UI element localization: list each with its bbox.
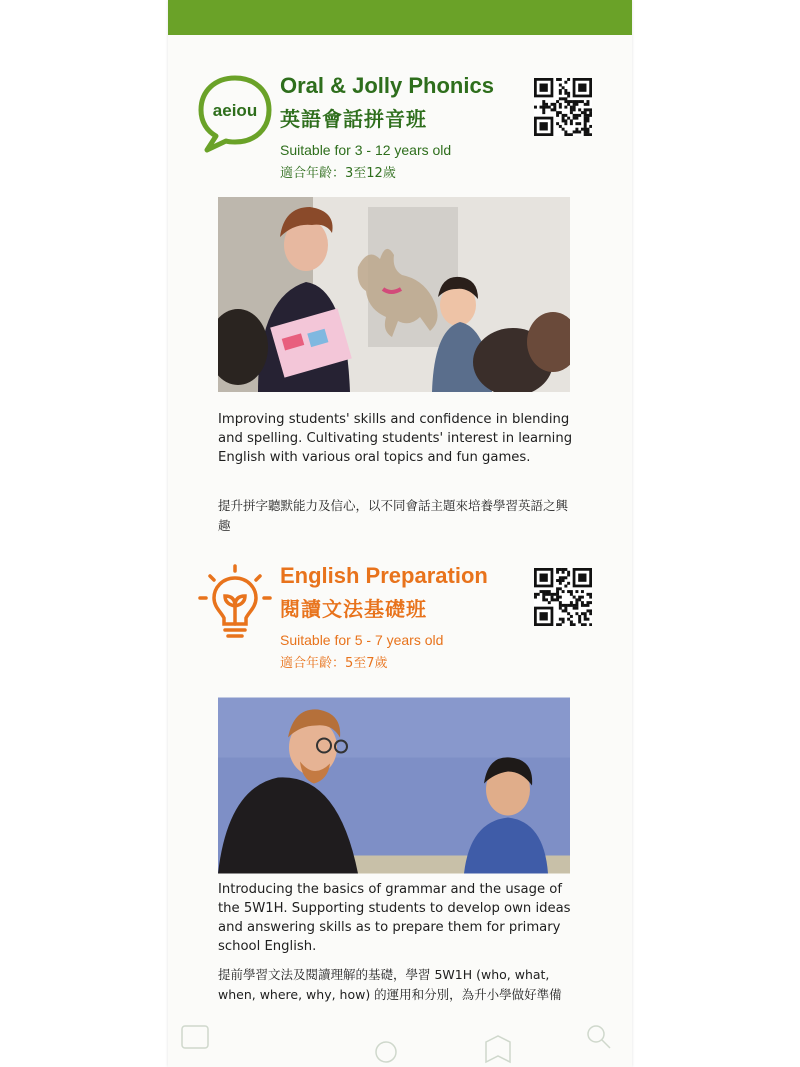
logo-text: aeiou [212,101,258,120]
course-description-zh: 提升拼字聽默能力及信心，以不同會話主題來培養學習英語之興趣 [218,498,569,533]
class-photo [218,197,570,392]
course-title-en: English Preparation [280,563,488,588]
course-title-zh: 閱讀文法基礎班 [280,597,427,621]
qr-code[interactable] [534,78,592,136]
course-description-en: Improving students' skills and confidence in blending and spelling. Cultivating students' interest in learning English with various oral topics and fun games. [218,412,573,465]
class-photo [218,688,570,883]
brochure-panel [168,0,632,1067]
lightbulb-icon [194,562,276,644]
decorative-doodles [168,1012,632,1067]
course-title-zh: 英語會話拼音班 [280,107,427,131]
speech-bubble-icon [194,72,276,154]
age-range-en: Suitable for 3 - 12 years old [280,142,452,158]
age-range-zh: 適合年齡：5至7歲 [280,656,388,671]
qr-code[interactable] [534,568,592,626]
course-description-zh: 提前學習文法及閱讀理解的基礎，學習 5W1H (who, what, when, where, why, how) 的運用和分別，為升小學做好準備 [218,967,562,1002]
age-range-en: Suitable for 5 - 7 years old [280,632,444,648]
age-range-zh: 適合年齡：3至12歲 [280,166,396,181]
course-description-en: Introducing the basics of grammar and the usage of the 5W1H. Supporting students to develop own ideas and answering skills as to prepare them for primary school English. [218,882,571,954]
course-title-en: Oral & Jolly Phonics [280,73,494,98]
top-green-band [168,0,632,35]
